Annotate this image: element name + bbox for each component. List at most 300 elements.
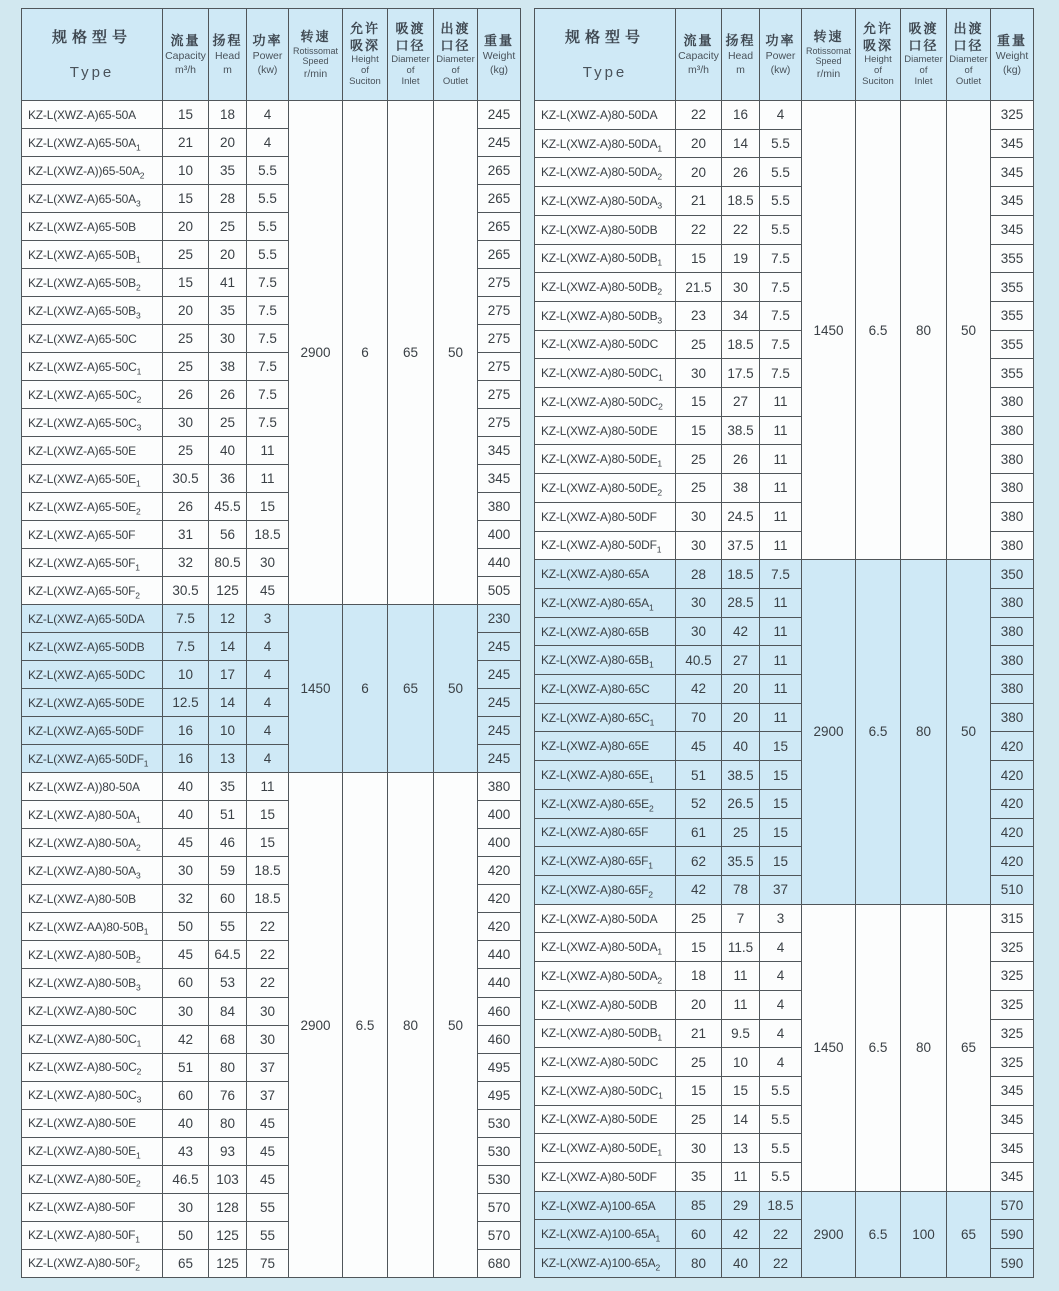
capacity-cell: 30: [676, 588, 722, 617]
speed-cell: 2900: [289, 773, 343, 1278]
type-subscript: 1: [135, 141, 141, 152]
capacity-cell: 43: [163, 1137, 209, 1165]
capacity-cell: 32: [163, 885, 209, 913]
outlet-diameter-cell: 65: [947, 904, 991, 1191]
weight-cell: 570: [478, 1221, 521, 1249]
col-header-head: [722, 9, 760, 101]
type-cell: [22, 997, 163, 1025]
type-text: KZ-L(XWZ-A)80-65E: [541, 768, 649, 783]
power-cell: 11: [760, 675, 802, 704]
power-cell: 15: [760, 761, 802, 790]
type-text: KZ-L(XWZ-A)80-50E: [28, 1144, 136, 1159]
weight-cell: 505: [478, 577, 521, 605]
outlet-diameter-cell: 50: [434, 605, 478, 773]
power-cell: 15: [247, 801, 289, 829]
type-cell: [535, 588, 676, 617]
power-cell: 5.5: [247, 213, 289, 241]
type-cell: [535, 789, 676, 818]
type-cell: [535, 1220, 676, 1249]
head-cell: 11.5: [722, 933, 760, 962]
power-cell: 7.5: [247, 297, 289, 325]
power-cell: 11: [247, 437, 289, 465]
outlet-diameter-cell: 50: [947, 101, 991, 560]
head-cell: 80.5: [209, 549, 247, 577]
weight-cell: 355: [991, 330, 1034, 359]
capacity-cell: 25: [676, 1048, 722, 1077]
weight-cell: 590: [991, 1249, 1034, 1278]
weight-cell: 570: [478, 1193, 521, 1221]
col-header-suction: [856, 9, 901, 101]
type-text: KZ-L(XWZ-AA)80-50B: [28, 919, 144, 934]
type-text: KZ-L(XWZ-A)65-50F: [28, 555, 136, 570]
weight-cell: 420: [991, 789, 1034, 818]
col-header-zh: 功率: [765, 33, 796, 49]
head-cell: 7: [722, 904, 760, 933]
weight-cell: 345: [991, 187, 1034, 216]
weight-cell: 380: [991, 388, 1034, 417]
col-header-zh: 功率: [252, 33, 283, 49]
capacity-cell: 25: [163, 241, 209, 269]
head-cell: 11: [722, 1163, 760, 1192]
weight-cell: 345: [478, 437, 521, 465]
suction-height-cell: 6: [343, 605, 388, 773]
type-text: KZ-L(XWZ-A)80-50DB: [541, 997, 658, 1012]
type-text: KZ-L(XWZ-A)80-50A: [28, 835, 136, 850]
type-subscript: 1: [136, 366, 142, 377]
col-header-zh: 吸渡: [908, 21, 939, 37]
type-subscript: 3: [135, 197, 141, 208]
col-header-en: of: [361, 64, 369, 76]
type-subscript: 2: [648, 803, 654, 814]
power-cell: 4: [760, 101, 802, 130]
type-subscript: 2: [657, 171, 662, 182]
weight-cell: 380: [991, 675, 1034, 704]
head-cell: 56: [209, 521, 247, 549]
weight-cell: 345: [991, 215, 1034, 244]
type-text: KZ-L(XWZ-A)65-50E: [28, 443, 136, 458]
weight-cell: 380: [991, 588, 1034, 617]
power-cell: 11: [760, 617, 802, 646]
power-cell: 37: [247, 1081, 289, 1109]
power-cell: 7.5: [760, 273, 802, 302]
head-cell: 38: [722, 474, 760, 503]
col-header-en: Inlet: [401, 75, 420, 87]
weight-cell: 440: [478, 969, 521, 997]
type-subscript: 3: [135, 310, 141, 320]
power-cell: 7.5: [760, 244, 802, 273]
capacity-cell: 32: [163, 549, 209, 577]
col-header-en: Height: [864, 54, 892, 65]
col-header-weight: [991, 9, 1034, 101]
type-text: KZ-L(XWZ-A)65-50C: [28, 359, 137, 374]
weight-cell: 380: [991, 617, 1034, 646]
type-text: KZ-L(XWZ-A)80-50DC: [541, 394, 659, 409]
type-text: KZ-L(XWZ-A)80-50C: [28, 1060, 137, 1075]
weight-cell: 495: [478, 1081, 521, 1109]
power-cell: 3: [760, 904, 802, 933]
type-subscript: 3: [657, 200, 662, 211]
head-cell: 41: [209, 269, 247, 297]
col-header-zh: 允许: [349, 21, 380, 37]
power-cell: 4: [247, 717, 289, 745]
weight-cell: 420: [478, 857, 521, 885]
weight-cell: 315: [991, 904, 1034, 933]
suction-height-cell: 6.5: [856, 1191, 901, 1277]
power-cell: 7.5: [760, 560, 802, 589]
power-cell: 18.5: [247, 857, 289, 885]
weight-cell: 380: [991, 416, 1034, 445]
type-text: KZ-L(XWZ-A)65-50A: [28, 135, 136, 150]
type-cell: [22, 1081, 163, 1109]
weight-cell: 325: [991, 101, 1034, 130]
col-header-unit: m³/h: [688, 63, 709, 76]
type-text: KZ-L(XWZ-A)65-50F: [28, 583, 136, 598]
capacity-cell: 30.5: [163, 465, 209, 493]
type-cell: [535, 101, 676, 130]
inlet-diameter-cell: 80: [901, 904, 947, 1191]
type-cell: [535, 1105, 676, 1134]
type-cell: [535, 875, 676, 904]
type-cell: [535, 761, 676, 790]
power-cell: 4: [247, 689, 289, 717]
type-cell: [22, 1137, 163, 1165]
type-subscript: 1: [657, 1032, 662, 1043]
type-text: KZ-L(XWZ-A)80-50F: [28, 1200, 136, 1215]
weight-cell: 380: [991, 531, 1034, 560]
table-row: [22, 101, 521, 129]
inlet-diameter-cell: 80: [901, 101, 947, 560]
weight-cell: 325: [991, 990, 1034, 1019]
weight-cell: 680: [478, 1249, 521, 1277]
capacity-cell: 25: [163, 325, 209, 353]
col-header-en: of: [964, 64, 973, 76]
type-text: KZ-L(XWZ-A)80-50DB: [541, 308, 658, 323]
weight-cell: 380: [478, 773, 521, 801]
col-header-zh: 流量: [683, 33, 714, 49]
outlet-diameter-cell: 65: [947, 1191, 991, 1277]
type-subscript: 1: [143, 926, 149, 937]
type-cell: [22, 829, 163, 857]
type-text: KZ-L(XWZ-A)80-50A: [28, 863, 136, 878]
power-cell: 11: [760, 531, 802, 560]
type-text: KZ-L(XWZ-A)80-65C: [541, 710, 650, 725]
capacity-cell: 21: [676, 187, 722, 216]
capacity-cell: 23: [676, 301, 722, 330]
power-cell: 45: [247, 1109, 289, 1137]
type-cell: [535, 531, 676, 560]
type-cell: [535, 1249, 676, 1278]
capacity-cell: 35: [676, 1163, 722, 1192]
type-text: KZ-L(XWZ-A)80-50DC: [541, 1055, 659, 1070]
type-text: KZ-L(XWZ-A)80-50DC: [541, 337, 659, 352]
power-cell: 11: [760, 416, 802, 445]
type-cell: [535, 703, 676, 732]
capacity-cell: 31: [163, 521, 209, 549]
type-subscript: 2: [648, 889, 653, 900]
type-cell: [535, 933, 676, 962]
type-subscript: 2: [135, 590, 140, 601]
col-header-en: Outlet: [955, 75, 982, 87]
type-subscript: 1: [657, 142, 662, 153]
head-cell: 14: [209, 633, 247, 661]
type-text: KZ-L(XWZ-A)80-50C: [28, 1004, 137, 1018]
head-cell: 35: [209, 297, 247, 325]
weight-cell: 245: [478, 129, 521, 157]
outlet-diameter-cell: 50: [434, 101, 478, 605]
inlet-diameter-cell: 65: [388, 605, 434, 773]
weight-cell: 380: [478, 493, 521, 521]
weight-cell: 265: [478, 213, 521, 241]
head-cell: 19: [722, 244, 760, 273]
type-cell: [535, 904, 676, 933]
weight-cell: 400: [478, 801, 521, 829]
type-cell: [535, 818, 676, 847]
type-cell: [535, 359, 676, 388]
type-cell: [22, 773, 163, 801]
type-text: KZ-L(XWZ-A))65-50A: [28, 163, 140, 178]
weight-cell: 400: [478, 829, 521, 857]
type-cell: [535, 388, 676, 417]
head-cell: 11: [722, 990, 760, 1019]
power-cell: 7.5: [247, 409, 289, 437]
capacity-cell: 10: [163, 157, 209, 185]
type-cell: [22, 297, 163, 325]
col-header-en: of: [451, 64, 460, 76]
capacity-cell: 80: [676, 1249, 722, 1278]
col-header-zh: 扬程: [725, 33, 756, 49]
capacity-cell: 50: [163, 1221, 209, 1249]
col-header-unit: m: [223, 63, 232, 76]
type-subscript: 1: [135, 562, 140, 573]
type-text: KZ-L(XWZ-A)80-65F: [541, 882, 649, 897]
capacity-cell: 25: [676, 1105, 722, 1134]
weight-cell: 265: [478, 157, 521, 185]
weight-cell: 275: [478, 297, 521, 325]
power-cell: 5.5: [760, 1105, 802, 1134]
head-cell: 40: [722, 1249, 760, 1278]
col-header-inlet: [901, 9, 947, 101]
col-header-zh: 转速: [813, 28, 844, 44]
col-header-en: Head: [214, 49, 241, 62]
inlet-diameter-cell: 80: [901, 560, 947, 904]
power-cell: 18.5: [247, 885, 289, 913]
type-cell: [22, 465, 163, 493]
type-text: KZ-L(XWZ-A)65-50C: [28, 331, 137, 346]
capacity-cell: 85: [676, 1191, 722, 1220]
type-cell: [22, 885, 163, 913]
col-header-en: Diameter: [904, 54, 943, 65]
power-cell: 11: [760, 703, 802, 732]
head-cell: 40: [722, 732, 760, 761]
type-text: KZ-L(XWZ-A)80-50DB: [541, 280, 658, 295]
head-cell: 128: [209, 1193, 247, 1221]
capacity-cell: 7.5: [163, 605, 209, 633]
col-header-zh: 口径: [395, 38, 426, 54]
type-cell: [22, 689, 163, 717]
type-subscript: 1: [649, 717, 655, 727]
head-cell: 125: [209, 1249, 247, 1277]
capacity-cell: 60: [163, 1081, 209, 1109]
capacity-cell: 22: [676, 101, 722, 130]
type-cell: [22, 129, 163, 157]
head-cell: 10: [209, 717, 247, 745]
power-cell: 11: [760, 502, 802, 531]
capacity-cell: 50: [163, 913, 209, 941]
col-header-zh: 允许: [862, 21, 893, 37]
head-cell: 22: [722, 215, 760, 244]
power-cell: 55: [247, 1221, 289, 1249]
col-header-en: Power: [765, 49, 796, 62]
capacity-cell: 15: [676, 388, 722, 417]
header-row: [535, 9, 1034, 101]
capacity-cell: 45: [163, 829, 209, 857]
power-cell: 22: [247, 969, 289, 997]
head-cell: 76: [209, 1081, 247, 1109]
power-cell: 4: [247, 745, 289, 773]
type-cell: [22, 1193, 163, 1221]
spec-table-right: [534, 8, 1034, 1278]
type-cell: [535, 474, 676, 503]
capacity-cell: 30: [163, 997, 209, 1025]
type-text: KZ-L(XWZ-A)80-50DB: [541, 222, 658, 237]
head-cell: 55: [209, 913, 247, 941]
type-subscript: 1: [648, 860, 653, 871]
head-cell: 18.5: [722, 330, 760, 359]
capacity-cell: 40: [163, 773, 209, 801]
head-cell: 40: [209, 437, 247, 465]
head-cell: 59: [209, 857, 247, 885]
power-cell: 7.5: [760, 301, 802, 330]
head-cell: 36: [209, 465, 247, 493]
weight-cell: 530: [478, 1109, 521, 1137]
capacity-cell: 25: [163, 437, 209, 465]
capacity-cell: 20: [163, 213, 209, 241]
weight-cell: 230: [478, 605, 521, 633]
weight-cell: 355: [991, 301, 1034, 330]
weight-cell: 355: [991, 273, 1034, 302]
power-cell: 7.5: [247, 325, 289, 353]
type-subscript: 1: [657, 946, 662, 957]
head-cell: 78: [722, 875, 760, 904]
type-cell: [535, 646, 676, 675]
capacity-cell: 51: [163, 1053, 209, 1081]
weight-cell: 345: [991, 129, 1034, 158]
type-cell: [22, 325, 163, 353]
type-subscript: 1: [658, 1090, 663, 1101]
type-text: KZ-L(XWZ-A)80-65B: [541, 624, 649, 639]
col-header-zh: 出渡: [953, 21, 984, 37]
type-cell: [535, 1048, 676, 1077]
col-header-en: Diameter: [391, 54, 430, 65]
col-header-zh: 吸深: [862, 38, 893, 54]
capacity-cell: 70: [676, 703, 722, 732]
type-subscript: 1: [655, 1233, 660, 1244]
weight-cell: 245: [478, 661, 521, 689]
weight-cell: 460: [478, 997, 521, 1025]
capacity-cell: 42: [163, 1025, 209, 1053]
capacity-cell: 30: [676, 617, 722, 646]
weight-cell: 420: [991, 732, 1034, 761]
type-text: KZ-L(XWZ-A)65-50C: [28, 387, 137, 402]
type-subscript: 1: [657, 458, 662, 469]
type-subscript: 2: [657, 286, 662, 297]
weight-cell: 355: [991, 359, 1034, 388]
capacity-cell: 20: [676, 990, 722, 1019]
type-text: KZ-L(XWZ-A)65-50E: [28, 471, 136, 486]
type-text: KZ-L(XWZ-A)80-50DE: [541, 1112, 658, 1127]
type-text: KZ-L(XWZ-A)65-50DA: [28, 611, 145, 626]
weight-cell: 420: [991, 818, 1034, 847]
type-cell: [535, 1134, 676, 1163]
type-cell: [22, 633, 163, 661]
power-cell: 4: [760, 990, 802, 1019]
capacity-cell: 20: [676, 158, 722, 187]
type-subscript: 2: [139, 169, 145, 180]
type-text: KZ-L(XWZ-A)80-50DA: [541, 968, 658, 983]
capacity-cell: 16: [163, 717, 209, 745]
type-text: KZ-L(XWZ-A)80-50DA: [541, 107, 658, 122]
head-cell: 20: [209, 241, 247, 269]
head-cell: 125: [209, 1221, 247, 1249]
type-text: KZ-L(XWZ-A)80-50A: [28, 807, 136, 822]
type-text: KZ-L(XWZ-A)80-65C: [541, 681, 650, 696]
col-header-zh: 流量: [170, 33, 201, 49]
col-header-zh: 口径: [908, 38, 939, 54]
power-cell: 5.5: [760, 129, 802, 158]
power-cell: 22: [760, 1220, 802, 1249]
col-header-type: [22, 9, 163, 101]
power-cell: 30: [247, 549, 289, 577]
type-text: KZ-L(XWZ-A)80-50B: [28, 975, 136, 990]
head-cell: 13: [722, 1134, 760, 1163]
speed-cell: 2900: [289, 101, 343, 605]
type-text: KZ-L(XWZ-A)80-50DE: [541, 1141, 658, 1156]
col-header-en: Diameter: [436, 54, 475, 65]
type-text: KZ-L(XWZ-A)65-50A: [28, 107, 136, 122]
col-header-zh: 出渡: [440, 21, 471, 37]
type-text: KZ-L(XWZ-A)80-50DF: [541, 1169, 657, 1184]
weight-cell: 380: [991, 502, 1034, 531]
col-header-en: Capacity: [165, 49, 206, 62]
type-cell: [22, 1221, 163, 1249]
capacity-cell: 25: [163, 353, 209, 381]
type-subscript: 1: [657, 1147, 662, 1158]
weight-cell: 245: [478, 633, 521, 661]
type-text: KZ-L(XWZ-A)80-50DE: [541, 423, 658, 438]
col-header-zh: 口径: [953, 38, 984, 54]
capacity-cell: 15: [676, 1076, 722, 1105]
col-header-en: of: [874, 64, 882, 76]
head-cell: 51: [209, 801, 247, 829]
weight-cell: 345: [991, 1134, 1034, 1163]
head-cell: 28.5: [722, 588, 760, 617]
power-cell: 11: [760, 646, 802, 675]
weight-cell: 440: [478, 941, 521, 969]
type-text: KZ-L(XWZ-A)80-50C: [28, 1088, 137, 1103]
speed-cell: 1450: [802, 101, 856, 560]
table-row: [22, 773, 521, 801]
capacity-cell: 15: [163, 269, 209, 297]
head-cell: 28: [209, 185, 247, 213]
inlet-diameter-cell: 65: [388, 101, 434, 605]
capacity-cell: 15: [163, 185, 209, 213]
type-cell: [22, 1025, 163, 1053]
type-subscript: 1: [648, 602, 654, 613]
col-header-zh: 吸渡: [395, 21, 426, 37]
capacity-cell: 7.5: [163, 633, 209, 661]
type-text: KZ-L(XWZ-A)65-50DF: [28, 723, 144, 738]
capacity-cell: 15: [163, 101, 209, 129]
